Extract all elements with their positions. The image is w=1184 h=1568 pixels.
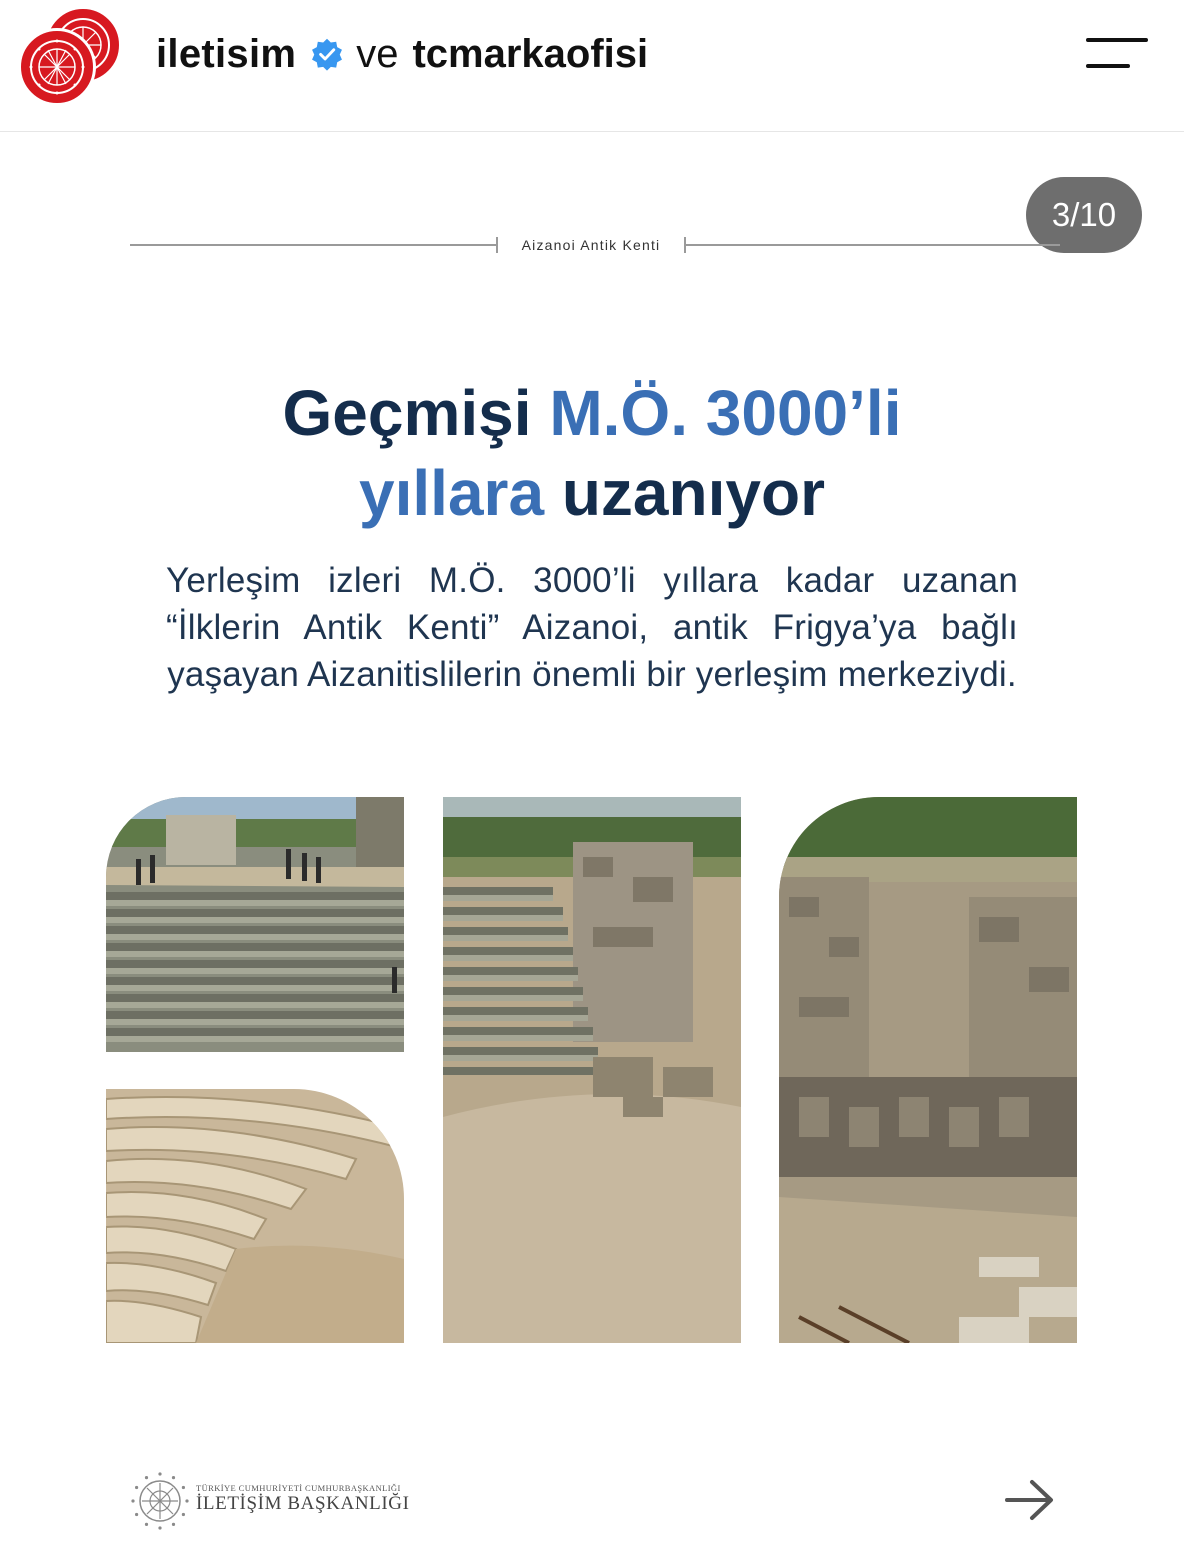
seal-icon bbox=[25, 35, 89, 99]
divider-tick bbox=[496, 237, 498, 253]
collab-avatars[interactable] bbox=[18, 6, 120, 106]
divider-line bbox=[686, 244, 1060, 246]
title-highlight: M.Ö. 3000’li bbox=[549, 377, 902, 449]
section-divider bbox=[130, 233, 1060, 257]
photo-theatre-seats bbox=[106, 797, 404, 1052]
footer-org-name: İLETİŞİM BAŞKANLIĞI bbox=[196, 1493, 410, 1514]
photo-stage-ruins bbox=[779, 797, 1077, 1343]
account-name-primary[interactable]: iletisim bbox=[156, 31, 297, 76]
photo-stone-seats-closeup bbox=[106, 1089, 404, 1343]
arrow-right-icon[interactable] bbox=[1004, 1477, 1056, 1523]
title-part: uzanıyor bbox=[561, 457, 825, 529]
hamburger-menu-icon[interactable] bbox=[1086, 36, 1148, 70]
menu-line bbox=[1086, 64, 1130, 68]
slide-title bbox=[100, 373, 1084, 533]
menu-line bbox=[1086, 38, 1148, 42]
section-label: Aizanoi Antik Kenti bbox=[521, 237, 661, 253]
footer-org-subtitle: TÜRKİYE CUMHURİYETİ CUMHURBAŞKANLIĞI bbox=[196, 1483, 401, 1493]
post-header bbox=[0, 0, 1184, 132]
title-highlight: yıllara bbox=[359, 457, 545, 529]
avatar-iletisim[interactable] bbox=[18, 28, 96, 106]
photo-theatre-ruins bbox=[443, 797, 741, 1343]
divider-line bbox=[130, 244, 496, 246]
presidency-seal-icon bbox=[130, 1471, 190, 1531]
slide-body-text: Yerleşim izleri M.Ö. 3000’li yıllara kadar uzanan “İlklerin Antik Kenti” Aizanoi, antik Frigya’ya bağlı yaşayan Aizanitislilerin önemli bir yerleşim merkeziydi. bbox=[166, 561, 1018, 694]
carousel-slide[interactable] bbox=[0, 133, 1184, 1568]
account-name-secondary[interactable]: tcmarkaofisi bbox=[412, 31, 649, 76]
verified-badge-icon bbox=[310, 37, 344, 71]
title-part: Geçmişi bbox=[282, 377, 532, 449]
collab-connector: ve bbox=[356, 31, 399, 76]
account-handles bbox=[156, 30, 648, 78]
slide-counter: 3/10 bbox=[1026, 177, 1142, 253]
